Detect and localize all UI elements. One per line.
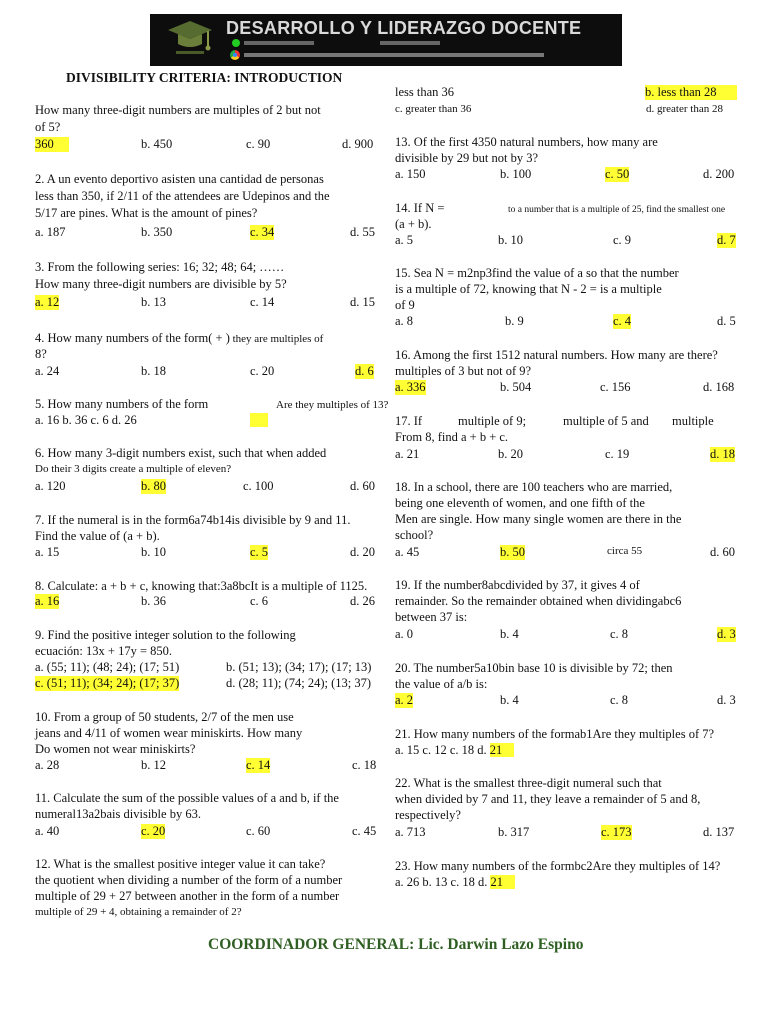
q8-option-c: c. 6 — [250, 594, 269, 608]
q20-option-c: c. 8 — [610, 693, 629, 707]
q4-option-a: a. 24 — [35, 364, 60, 378]
question-5-line-1b: Are they multiples of 13? — [276, 399, 389, 411]
q12-option-d: d. greater than 28 — [646, 103, 723, 115]
question-18-line-2: being one eleventh of women, and one fifth of the — [395, 496, 645, 510]
question-7-line-1: 7. If the numeral is in the form6a74b14is divisible by 9 and 11. — [35, 513, 351, 527]
question-22-line-2: when divided by 7 and 11, they leave a remainder of 5 and 8, — [395, 792, 701, 806]
q18-option-d: d. 60 — [710, 545, 735, 559]
document-title: DIVISIBILITY CRITERIA: INTRODUCTION — [66, 70, 343, 85]
q4-text-c: they are multiples of — [229, 333, 324, 345]
q14-option-d: d. 7 — [717, 233, 736, 247]
q14-option-b: b. 10 — [498, 233, 523, 247]
question-18-line-4: school? — [395, 528, 434, 542]
q3-option-b: b. 13 — [141, 295, 166, 309]
question-14-line-2: (a + b). — [395, 217, 432, 231]
q2-option-b: b. 350 — [141, 225, 173, 239]
banner-url-row — [230, 50, 610, 60]
q13-option-a: a. 150 — [395, 167, 426, 181]
question-23-line-1: 23. How many numbers of the formbc2Are they multiples of 14? — [395, 859, 721, 873]
contact-text — [380, 41, 440, 45]
q15-option-c: c. 4 — [613, 314, 632, 328]
q13-option-c: c. 50 — [605, 167, 630, 181]
contact-text — [244, 41, 314, 45]
q3-option-d: d. 15 — [350, 295, 375, 309]
q1-option-a: 360 — [35, 137, 69, 152]
q15-option-b: b. 9 — [505, 314, 524, 328]
q17-option-d: d. 18 — [710, 447, 735, 461]
q22-option-b: b. 317 — [498, 825, 530, 839]
q7-option-b: b. 10 — [141, 545, 166, 559]
banner-contact-row — [230, 39, 610, 49]
q16-option-a: a. 336 — [395, 380, 426, 394]
q12-option-b: b. less than 28 — [645, 85, 737, 100]
question-17-line-1a: 17. If — [395, 414, 423, 428]
question-21-line-1: 21. How many numbers of the formab1Are they multiples of 7? — [395, 727, 715, 741]
q22-option-a: a. 713 — [395, 825, 426, 839]
q19-option-a: a. 0 — [395, 627, 414, 641]
q17-option-a: a. 21 — [395, 447, 420, 461]
q6-option-a: a. 120 — [35, 479, 66, 493]
q1-option-c: c. 90 — [246, 137, 271, 151]
question-12-line-1: 12. What is the smallest positive integer value it can take? — [35, 857, 326, 871]
q19-option-b: b. 4 — [500, 627, 519, 641]
q10-option-a: a. 28 — [35, 758, 60, 772]
q8-option-b: b. 36 — [141, 594, 166, 608]
footer-coordinator: COORDINADOR GENERAL: Lic. Darwin Lazo Espino — [208, 936, 584, 953]
question-17-line-2: From 8, find a + b + c. — [395, 430, 509, 444]
q21-options-text: a. 15 c. 12 c. 18 d. — [395, 743, 490, 757]
question-2-line-1: 2. A un evento deportivo asisten una cantidad de personas — [35, 172, 324, 186]
q19-option-c: c. 8 — [610, 627, 629, 641]
q6-option-c: c. 100 — [243, 479, 274, 493]
q21-answer: 21 — [490, 743, 515, 757]
q20-option-a: a. 2 — [395, 693, 414, 707]
question-1-text: How many three-digit numbers are multiples of 2 but not — [35, 103, 321, 117]
q6-option-b: b. 80 — [141, 479, 166, 493]
question-5-line-1: 5. How many numbers of the form — [35, 397, 209, 411]
q4-text-a: 4. How many numbers of the form — [35, 331, 209, 345]
q22-option-c: c. 173 — [601, 825, 632, 839]
q8-option-a: a. 16 — [35, 594, 60, 608]
q7-option-a: a. 15 — [35, 545, 60, 559]
q9-option-d: d. (28; 11); (74; 24); (13; 37) — [226, 676, 372, 690]
q3-option-a: a. 12 — [35, 295, 60, 309]
q7-option-d: d. 20 — [350, 545, 375, 559]
question-3-line-2: How many three-digit numbers are divisible by 5? — [35, 277, 287, 291]
q9-option-a: a. (55; 11); (48; 24); (17; 51) — [35, 660, 180, 674]
question-1-text-2: of 5? — [35, 120, 61, 134]
q9-option-c: c. (51; 11); (34; 24); (17; 37) — [35, 676, 180, 690]
question-19-line-1: 19. If the number8abcdivided by 37, it gives 4 of — [395, 578, 640, 592]
whatsapp-icon — [232, 39, 240, 47]
q22-option-d: d. 137 — [703, 825, 735, 839]
question-8-line-1: 8. Calculate: a + b + c, knowing that:3a8bcIt is a multiple of 1125. — [35, 579, 368, 593]
question-5-options: a. 16 b. 36 c. 6 d. 26 — [35, 413, 137, 427]
q2-option-a: a. 187 — [35, 225, 66, 239]
question-15-line-3: of 9 — [395, 298, 415, 312]
question-7-line-2: Find the value of (a + b). — [35, 529, 160, 543]
q8-option-d: d. 26 — [350, 594, 375, 608]
question-19-line-3: between 37 is: — [395, 610, 468, 624]
question-16-line-1: 16. Among the first 1512 natural numbers. How many are there? — [395, 348, 718, 362]
question-10-line-2: jeans and 4/11 of women wear miniskirts. How many — [35, 726, 303, 740]
question-14-line-1b: to a number that is a multiple of 25, find the smallest one — [508, 205, 726, 215]
q14-option-c: c. 9 — [613, 233, 632, 247]
q11-option-a: a. 40 — [35, 824, 60, 838]
q12-option-a: less than 36 — [395, 85, 455, 99]
q23-options-text: a. 26 b. 13 c. 18 d. — [395, 875, 491, 889]
question-2-line-3: 5/17 are pines. What is the amount of pines? — [35, 206, 258, 220]
question-13-line-1: 13. Of the first 4350 natural numbers, how many are — [395, 135, 658, 149]
question-9-line-2: ecuación: 13x + 17y = 850. — [35, 644, 172, 658]
question-6-line-1: 6. How many 3-digit numbers exist, such that when added — [35, 446, 327, 460]
question-23-options — [395, 875, 515, 890]
q16-option-b: b. 504 — [500, 380, 532, 394]
banner-title: DESARROLLO Y LIDERAZGO DOCENTE — [226, 18, 582, 38]
q18-option-a: a. 45 — [395, 545, 420, 559]
q3-option-c: c. 14 — [250, 295, 275, 309]
q10-option-d: c. 18 — [352, 758, 377, 772]
question-17-line-1d: multiple — [672, 414, 714, 428]
question-11-line-2: numeral13a2bais divisible by 63. — [35, 807, 201, 821]
question-20-line-1: 20. The number5a10bin base 10 is divisible by 72; then — [395, 661, 673, 675]
question-15-line-2: is a multiple of 72, knowing that N - 2 = is a multiple — [395, 282, 662, 296]
q4-option-c: c. 20 — [250, 364, 275, 378]
q7-option-c: c. 5 — [250, 545, 269, 559]
question-15-line-1: 15. Sea N = m2np3find the value of a so that the number — [395, 266, 679, 280]
q5-highlight-mark — [250, 413, 268, 427]
question-11-line-1: 11. Calculate the sum of the possible values of a and b, if the — [35, 791, 339, 805]
q16-option-d: d. 168 — [703, 380, 735, 394]
q15-option-d: d. 5 — [717, 314, 736, 328]
q16-option-c: c. 156 — [600, 380, 631, 394]
q18-option-b: b. 50 — [500, 545, 525, 559]
question-4-line-1 — [35, 331, 323, 347]
graduation-cap-icon — [164, 18, 216, 60]
q14-option-a: a. 5 — [395, 233, 414, 247]
q13-option-b: b. 100 — [500, 167, 532, 181]
q11-option-b: c. 20 — [141, 824, 166, 838]
chrome-icon — [230, 50, 240, 60]
q4-form: ( + ) — [208, 331, 230, 345]
q19-option-d: d. 3 — [717, 627, 736, 641]
q11-option-d: c. 45 — [352, 824, 377, 838]
q4-option-b: b. 18 — [141, 364, 166, 378]
question-21-options — [395, 743, 514, 758]
q13-option-d: d. 200 — [703, 167, 735, 181]
q17-option-b: b. 20 — [498, 447, 523, 461]
q17-option-c: c. 19 — [605, 447, 630, 461]
q2-option-c: c. 34 — [250, 225, 275, 239]
url-text — [244, 53, 544, 57]
question-18-line-1: 18. In a school, there are 100 teachers who are married, — [395, 480, 673, 494]
question-12-line-2: the quotient when dividing a number of the form of a number — [35, 873, 343, 887]
question-4-line-2: 8? — [35, 347, 47, 361]
q9-option-b: b. (51; 13); (34; 17); (17; 13) — [226, 660, 372, 674]
q15-option-a: a. 8 — [395, 314, 414, 328]
q1-option-b: b. 450 — [141, 137, 173, 151]
q2-option-d: d. 55 — [350, 225, 375, 239]
question-19-line-2: remainder. So the remainder obtained when dividingabc6 — [395, 594, 682, 608]
q12-option-c: c. greater than 36 — [395, 103, 472, 115]
q4-option-d: d. 6 — [355, 364, 374, 378]
question-9-line-1: 9. Find the positive integer solution to the following — [35, 628, 296, 642]
q10-option-c: c. 14 — [246, 758, 271, 772]
question-3-line-1: 3. From the following series: 16; 32; 48; 64; …… — [35, 260, 285, 274]
question-14-line-1a: 14. If N = — [395, 201, 445, 215]
question-10-line-1: 10. From a group of 50 students, 2/7 of the men use — [35, 710, 294, 724]
q23-answer: 21 — [490, 875, 515, 889]
question-13-line-2: divisible by 29 but not by 3? — [395, 151, 539, 165]
question-16-line-2: multiples of 3 but not of 9? — [395, 364, 532, 378]
question-2-line-2: less than 350, if 2/11 of the attendees are Udepinos and the — [35, 189, 330, 203]
question-17-line-1b: multiple of 9; — [458, 414, 527, 428]
question-22-line-3: respectively? — [395, 808, 461, 822]
q20-option-b: b. 4 — [500, 693, 519, 707]
question-6-line-2: Do their 3 digits create a multiple of eleven? — [35, 463, 232, 475]
question-12-line-4: multiple of 29 + 4, obtaining a remainder of 2? — [35, 906, 242, 918]
question-17-line-1c: multiple of 5 and — [563, 414, 649, 428]
q10-option-b: b. 12 — [141, 758, 166, 772]
question-20-line-2: the value of a/b is: — [395, 677, 488, 691]
q6-option-d: d. 60 — [350, 479, 375, 493]
q1-option-d: d. 900 — [342, 137, 374, 151]
header-banner — [150, 14, 622, 66]
q11-option-c: c. 60 — [246, 824, 271, 838]
question-12-line-3: multiple of 29 + 27 between another in the form of a number — [35, 889, 340, 903]
q18-option-c: circa 55 — [607, 545, 643, 557]
question-22-line-1: 22. What is the smallest three-digit numeral such that — [395, 776, 662, 790]
question-18-line-3: Men are single. How many single women are there in the — [395, 512, 682, 526]
q20-option-d: d. 3 — [717, 693, 736, 707]
question-10-line-3: Do women not wear miniskirts? — [35, 742, 196, 756]
